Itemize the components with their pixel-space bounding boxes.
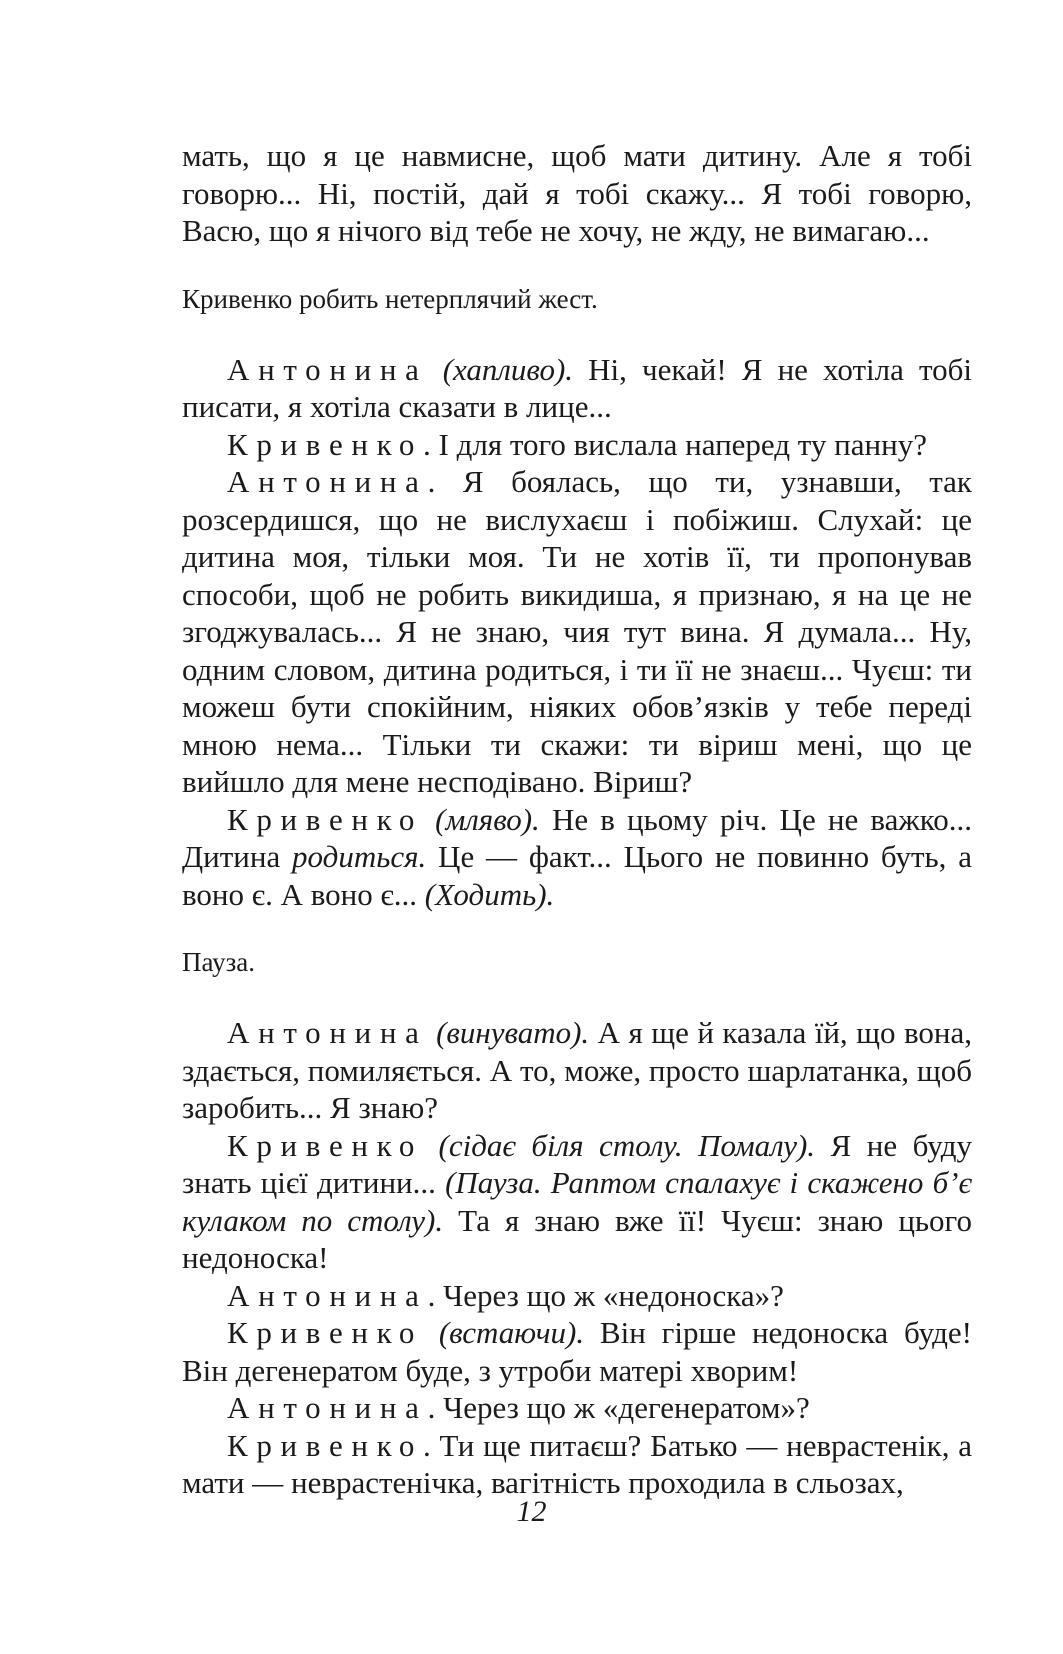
line-text: Я не буду знать цієї дитини... bbox=[182, 1127, 973, 1200]
dialogue-line bbox=[182, 1389, 972, 1427]
speaker-name: Кривенко bbox=[227, 801, 423, 837]
speaker-name: Кривенко bbox=[227, 426, 423, 462]
stage-remark: (встаючи). bbox=[438, 1315, 585, 1350]
dialogue-line bbox=[182, 1427, 972, 1502]
line-text: . І для того вислала наперед ту панну? bbox=[423, 426, 927, 462]
line-text: . Я боялась, що ти, узнавши, так розсердишся, що не вислухаєш і побіжиш. Слухай: це дитина моя, тільки моя. Ти не хотів її, ти пропонував способи, щоб не робить викидиша, я признаю, я на це не згоджувалась... Я не знаю, чия тут вина. Я думала... Ну, одним словом, дитина родиться, і ти її не знаєш... Чуєш: ти можеш бути спокійним, ніяких обов’язків у тебе переді мною нема... Тільки ти скажи: ти віриш мені, що це вийшло для мене несподівано. Віриш? bbox=[182, 464, 972, 799]
speaker-name: Кривенко bbox=[227, 1127, 423, 1163]
speaker-name: Антонина bbox=[227, 464, 428, 499]
line-text: Це — факт... Цього не повинно буть, а воно є. А воно є... bbox=[182, 839, 972, 912]
speaker-name: Антонина bbox=[227, 1277, 428, 1313]
stage-remark: (сідає біля столу. Помалу). bbox=[438, 1127, 816, 1163]
dialogue-line bbox=[182, 1277, 972, 1315]
dialogue-line bbox=[182, 801, 972, 914]
line-text: Ні, чекай! Я не хотіла тобі писати, я хотіла сказати в лице... bbox=[182, 351, 972, 424]
line-text: . Через що ж «дегенератом»? bbox=[427, 1390, 810, 1425]
speaker-name: Кривенко bbox=[227, 1315, 423, 1350]
stage-remark: (Ходить). bbox=[424, 876, 555, 912]
line-text: . Через що ж «недоноска»? bbox=[427, 1277, 784, 1313]
speaker-name: Антонина bbox=[227, 1015, 428, 1050]
stage-direction: Кривенко робить нетерплячий жест. bbox=[182, 283, 598, 314]
dialogue-line bbox=[182, 426, 972, 464]
line-text: Він гірше недоноска буде! Він дегенератом буде, з утроби матері хворим! bbox=[182, 1315, 972, 1388]
page-body bbox=[182, 137, 972, 1502]
stage-remark: (мляво). bbox=[435, 801, 540, 837]
dialogue-line bbox=[182, 1127, 972, 1277]
emphasis: родиться. bbox=[292, 839, 427, 874]
page-number: 12 bbox=[516, 1495, 547, 1528]
dialogue-line bbox=[182, 463, 972, 801]
line-text: . Ти ще питаєш? Батько — неврастенік, а мати — неврастенічка, вагітність проходила в сльозах, bbox=[182, 1427, 972, 1500]
dialogue-line bbox=[182, 1314, 972, 1389]
speaker-name: Антонина bbox=[227, 1390, 428, 1425]
speaker-name: Кривенко bbox=[227, 1427, 423, 1463]
dialogue-line bbox=[182, 351, 972, 426]
line-text: Та я знаю вже її! Чуєш: знаю цього недоноска! bbox=[182, 1202, 972, 1275]
opening-paragraph: мать, що я це навмисне, щоб мати дитину. Але я тобі говорю... Ні, постій, дай я тобі скажу... Я тобі говорю, Васю, що я нічого від тебе не хочу, не жду, не вимагаю... bbox=[182, 138, 972, 248]
stage-remark: (Пауза. Раптом спалахує і скажено б’є кулаком по столу). bbox=[182, 1165, 973, 1238]
stage-remark: (винувато). bbox=[436, 1015, 590, 1050]
play-text bbox=[182, 137, 972, 1502]
dialogue-line bbox=[182, 1014, 972, 1127]
line-text: А я ще й казала їй, що вона, здається, помиляється. А то, може, просто шарлатанка, щоб заробить... Я знаю? bbox=[182, 1015, 972, 1125]
line-text: Не в цьому річ. Це не важко... Дитина bbox=[182, 801, 972, 874]
stage-direction: Пауза. bbox=[182, 947, 256, 977]
stage-remark: (хапливо). bbox=[442, 351, 574, 387]
speaker-name: Антонина bbox=[227, 351, 428, 387]
